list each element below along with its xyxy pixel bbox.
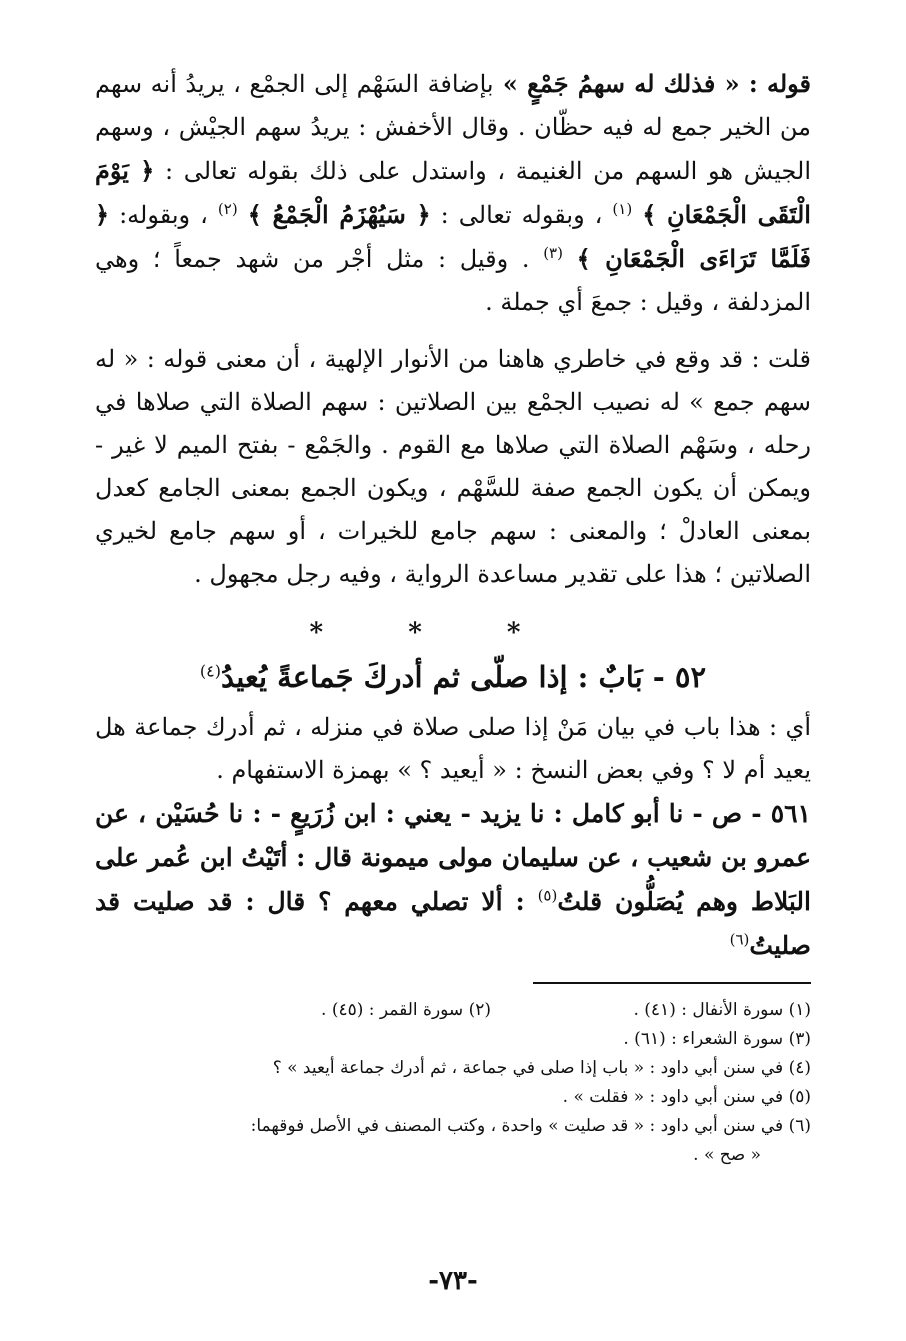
quran-verse: ﴿ يَوْمَ الْتَقَى الْجَمْعَانِ ﴾ (95, 156, 811, 229)
hadith-text (95, 792, 811, 968)
hadith-matn: : ألا تصلي معهم ؟ قال : قد صليت قد صليتُ (95, 887, 811, 960)
paragraph-text: ، وبقوله: (109, 201, 218, 229)
page-number: -٧٣- (428, 1266, 478, 1296)
footnote-marker[interactable]: (٦) (729, 930, 750, 949)
footnote-marker[interactable]: (٥) (537, 886, 558, 905)
footnote-marker[interactable]: (٢) (217, 200, 238, 218)
footnote-5: (٥) في سنن أبي داود : « فقلت » . (562, 1087, 811, 1107)
quran-verse: ﴿ فَلَمَّا تَرَاءَى الْجَمْعَانِ ﴾ (95, 200, 811, 273)
paragraph-text: ، وبقوله تعالى : (430, 201, 613, 229)
footnotes-section (95, 996, 811, 1170)
chapter-heading (95, 652, 811, 702)
book-page (95, 62, 811, 1170)
footnote-marker[interactable]: (١) (612, 200, 633, 218)
quoted-lemma: قوله : « فذلك له سهمُ جَمْعٍ » (493, 69, 811, 98)
chapter-title-text: ٥٢ - بَابٌ : إذا صلّى ثم أدركَ جَماعةً يُعيدُ (221, 660, 707, 694)
footnote-3: (٣) سورة الشعراء : (٦١) . (623, 1029, 811, 1049)
footnote-marker[interactable]: (٣) (543, 244, 563, 262)
footnote-1: (١) سورة الأنفال : (٤١) . (633, 1000, 811, 1020)
footnote-2: (٢) سورة القمر : (٤٥) . (321, 1000, 491, 1020)
paragraph-text: . وقيل : مثل أجْر من شهد جمعاً ؛ وهي المزدلفة ، وقيل : جمعَ أي جملة . (95, 245, 811, 316)
paragraph-spacer (95, 324, 811, 338)
section-divider-stars: * * * (309, 618, 559, 648)
footnote-6: (٦) في سنن أبي داود : « قد صليت » واحدة ، وكتب المصنف في الأصل فوقهما: (250, 1116, 811, 1136)
commentary-paragraph-3: أي : هذا باب في بيان مَنْ إذا صلى صلاة في منزله ، ثم أدرك جماعة هل يعيد أم لا ؟ وفي بعض النسخ : « أيعيد ؟ » بهمزة الاستفهام . (95, 713, 811, 784)
footnote-separator (533, 982, 811, 984)
paragraph-text: بإضافة السَهْم إلى الجمْع ، يريدُ أنه سهم من الخير جمع له فيه حظّان . وقال الأخفش : يريدُ سهم الجيْش ، وسهم الجيش هو السهم من الغنيمة ، واستدل على ذلك بقوله تعالى : (95, 70, 811, 185)
commentary-paragraph-1 (95, 62, 811, 324)
quran-verse: ﴿ سَيُهْزَمُ الْجَمْعُ ﴾ (247, 200, 431, 229)
footnote-6-continued: « صح » . (693, 1145, 761, 1165)
commentary-paragraph-2: قلت : قد وقع في خاطري هاهنا من الأنوار الإلهية ، أن معنى قوله : « له سهم جمع » له نصيب الجمْع بين الصلاتين : سهم الصلاة التي صلاها في رحله ، وسَهْم الصلاة التي صلاها مع القوم . والجَمْع - بفتح الميم لا غير - ويمكن أن يكون الجمع صفة للسَّهْم ، ويكون الجمع بمعنى الجامع كعدل بمعنى العادلْ ؛ والمعنى : سهم جامع للخيرات ، أو سهم جامع لخيري الصلاتين ؛ هذا على تقدير مساعدة الرواية ، وفيه رجل مجهول . (95, 345, 811, 588)
footnote-4: (٤) في سنن أبي داود : « باب إذا صلى في جماعة ، ثم أدرك جماعة أيعيد » ؟ (272, 1058, 811, 1078)
footnote-row (95, 996, 811, 1025)
hadith-chain: ٥٦١ - ص - نا أبو كامل : نا يزيد - يعني : ابن زُرَيعٍ - : نا حُسَيْن ، عن عمرو بن شعيب ، عن سليمان مولى ميمونة قال : أتَيْتُ ابن عُمر على البَلاط وهم يُصَلُّون قلتُ (95, 799, 811, 916)
footnote-marker[interactable]: (٤) (199, 661, 222, 681)
